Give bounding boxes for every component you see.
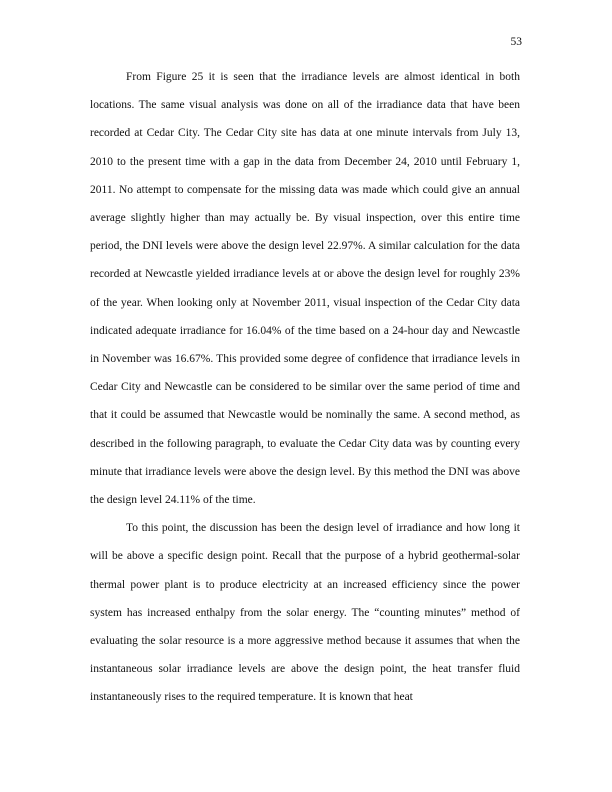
body-text	[90, 63, 520, 712]
paragraph-design-point-discussion: To this point, the discussion has been the design level of irradiance and how long it will be above a specific design point. Recall that the purpose of a hybrid geothermal-solar thermal power plant is to produce electricity at an increased efficiency since the power system has increased enthalpy from the solar energy. The “counting minutes” method of evaluating the solar resource is a more aggressive method because it assumes that when the instantaneous solar irradiance levels are above the design point, the heat transfer fluid instantaneously rises to the required temperature. It is known that heat	[90, 522, 520, 704]
page-number: 53	[510, 36, 522, 48]
paragraph-irradiance-analysis: From Figure 25 it is seen that the irradiance levels are almost identical in both locations. The same visual analysis was done on all of the irradiance data that have been recorded at Cedar City. The Cedar City site has data at one minute intervals from July 13, 2010 to the present time with a gap in the data from December 24, 2010 until February 1, 2011. No attempt to compensate for the missing data was made which could give an annual average slightly higher than may actually be. By visual inspection, over this entire time period, the DNI levels were above the design level 22.97%. A similar calculation for the data recorded at Newcastle yielded irradiance levels at or above the design level for roughly 23% of the year. When looking only at November 2011, visual inspection of the Cedar City data indicated adequate irradiance for 16.04% of the time based on a 24-hour day and Newcastle in November was 16.67%. This provided some degree of confidence that irradiance levels in Cedar City and Newcastle can be considered to be similar over the same period of time and that it could be assumed that Newcastle would be nominally the same. A second method, as described in the following paragraph, to evaluate the Cedar City data was by counting every minute that irradiance levels were above the design level. By this method the DNI was above the design level 24.11% of the time.	[90, 71, 520, 507]
